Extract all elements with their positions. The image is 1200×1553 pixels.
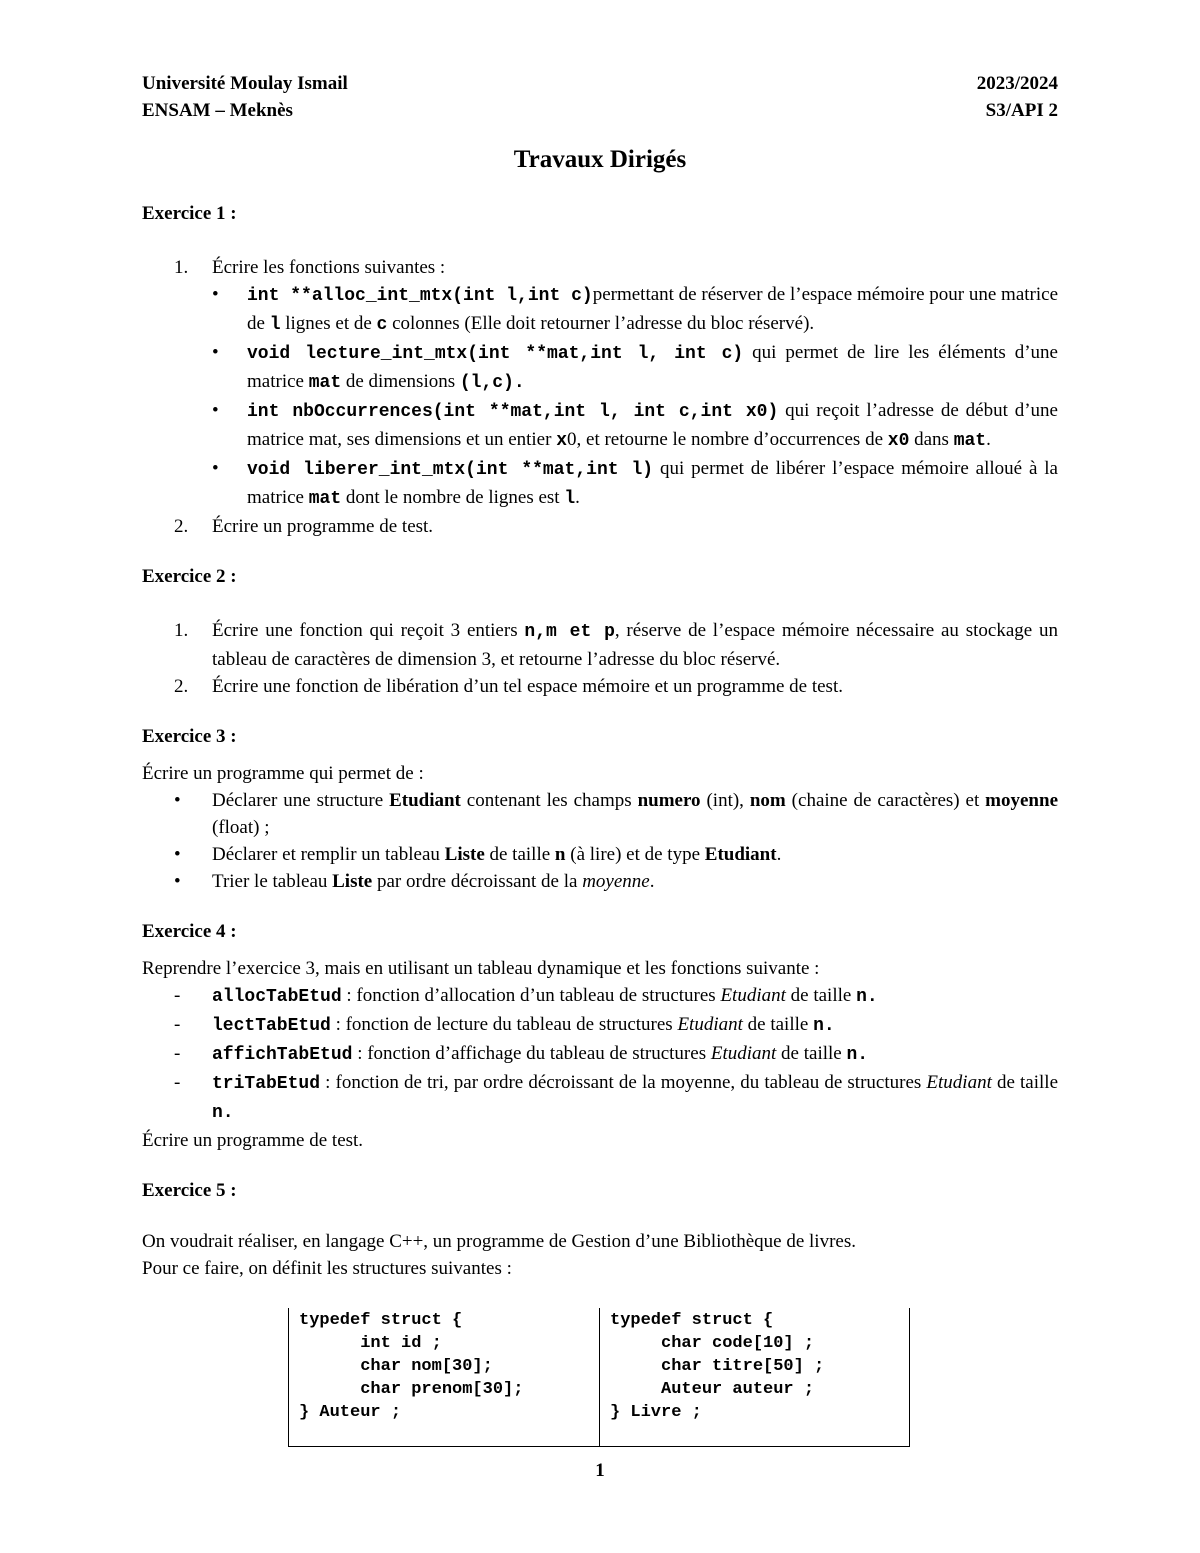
dash-bullet: - — [174, 985, 181, 1006]
list-item: - lectTabEtud : fonction de lecture du tableau de structures Etudiant de taille n. — [142, 1011, 1058, 1040]
list-item: • Trier le tableau Liste par ordre décroissant de la moyenne. — [142, 868, 1058, 895]
dash-bullet: - — [174, 1014, 181, 1035]
page-header — [142, 70, 1058, 124]
document-title: Travaux Dirigés — [513, 146, 687, 173]
exercise-4-heading: Exercice 4 : — [142, 921, 237, 942]
dash-bullet: - — [174, 1072, 181, 1093]
exercise-3-intro: Écrire un programme qui permet de : — [142, 763, 424, 784]
bullet-icon: • — [174, 871, 181, 892]
code-table — [288, 1308, 910, 1447]
exercise-3-list — [142, 787, 1058, 895]
dash-bullet: - — [174, 1043, 181, 1064]
bullet-icon: • — [212, 284, 219, 305]
list-item: 2. Écrire une fonction de libération d’un tel espace mémoire et un programme de test. — [174, 676, 843, 697]
exercise-5-paragraph-1: On voudrait réaliser, en langage C++, un programme de Gestion d’une Bibliothèque de livres. — [142, 1231, 856, 1252]
list-item: • Déclarer une structure Etudiant contenant les champs numero (int), nom (chaine de caractères) et moyenne (float) ; — [142, 787, 1058, 841]
document-body — [142, 200, 1058, 1282]
exercise-2-list — [142, 617, 1058, 700]
exercise-1-list — [142, 254, 1058, 540]
exercise-4-intro: Reprendre l’exercice 3, mais en utilisant un tableau dynamique et les fonctions suivante : — [142, 958, 820, 979]
page-number: 1 — [595, 1460, 605, 1481]
academic-year: 2023/2024 — [976, 73, 1058, 94]
list-item: - affichTabEtud : fonction d’affichage du tableau de structures Etudiant de taille n. — [142, 1040, 1058, 1069]
list-item: • int nbOccurrences(int **mat,int l, int c,int x0) qui reçoit l’adresse de début d’une matrice mat, ses dimensions et un entier x0, et retourne le nombre d’occurrences de x0 dans mat. — [142, 397, 1058, 455]
list-item: 1. Écrire les fonctions suivantes : • int **alloc_int_mtx(int l,int c)permettant de réserver de l’espace mémoire pour une matrice de l lignes et de c colonnes (Elle doit retourner l’adresse du bloc réservé). • void lecture_int_mtx(int **mat,int l, int c) qui permet de lire les éléments d’une matrice mat de dimensions (l,c). • int nbOccurrences(int **mat,int l, int c,int x0) qui reçoit l’adresse de début d’une matrice mat, ses dimensions et un entier x0, et retourne le nombre d’occurrences de x0 dans mat. • void liberer_int_mtx(int **mat,int l) qui permet de libérer l’espace mémoire alloué à la matrice mat dont le nombre de lignes est l. — [142, 254, 1058, 513]
school-name: ENSAM – Meknès — [142, 100, 293, 121]
list-item: • int **alloc_int_mtx(int l,int c)permettant de réserver de l’espace mémoire pour une matrice de l lignes et de c colonnes (Elle doit retourner l’adresse du bloc réservé). — [142, 281, 1058, 339]
list-item: 2. Écrire un programme de test. — [174, 516, 434, 537]
exercise-5-heading: Exercice 5 : — [142, 1180, 237, 1201]
list-item: 1. Écrire une fonction qui reçoit 3 entiers n,m et p, réserve de l’espace mémoire nécessaire au stockage un tableau de caractères de dimension 3, et retourne l’adresse du bloc réservé. — [174, 620, 1058, 670]
bullet-icon: • — [212, 458, 219, 479]
exercise-1-heading: Exercice 1 : — [142, 203, 237, 224]
class-name: S3/API 2 — [985, 100, 1058, 121]
bullet-icon: • — [174, 844, 181, 865]
function-list — [212, 281, 1058, 513]
list-item: - triTabEtud : fonction de tri, par ordre décroissant de la moyenne, du tableau de structures Etudiant de taille n. — [142, 1069, 1058, 1127]
bullet-icon: • — [212, 400, 219, 421]
exercise-2-heading: Exercice 2 : — [142, 566, 237, 587]
university-name: Université Moulay Ismail — [142, 73, 348, 94]
code-livre-struct: typedef struct { char code[10] ; char titre[50] ; Auteur auteur ; } Livre ; — [599, 1308, 909, 1446]
bullet-icon: • — [174, 790, 181, 811]
bullet-icon: • — [212, 342, 219, 363]
exercise-4-list — [142, 982, 1058, 1127]
list-item: • void lecture_int_mtx(int **mat,int l, int c) qui permet de lire les éléments d’une matrice mat de dimensions (l,c). — [142, 339, 1058, 397]
exercise-4-outro: Écrire un programme de test. — [142, 1130, 364, 1151]
code-auteur-struct: typedef struct { int id ; char nom[30]; char prenom[30]; } Auteur ; — [299, 1311, 524, 1422]
list-item: • void liberer_int_mtx(int **mat,int l) qui permet de libérer l’espace mémoire alloué à la matrice mat dont le nombre de lignes est l. — [142, 455, 1058, 513]
list-item: • Déclarer et remplir un tableau Liste de taille n (à lire) et de type Etudiant. — [142, 841, 1058, 868]
exercise-5-paragraph-2: Pour ce faire, on définit les structures suivantes : — [142, 1258, 512, 1279]
exercise-3-heading: Exercice 3 : — [142, 726, 237, 747]
list-item: - allocTabEtud : fonction d’allocation d’un tableau de structures Etudiant de taille n. — [142, 982, 1058, 1011]
